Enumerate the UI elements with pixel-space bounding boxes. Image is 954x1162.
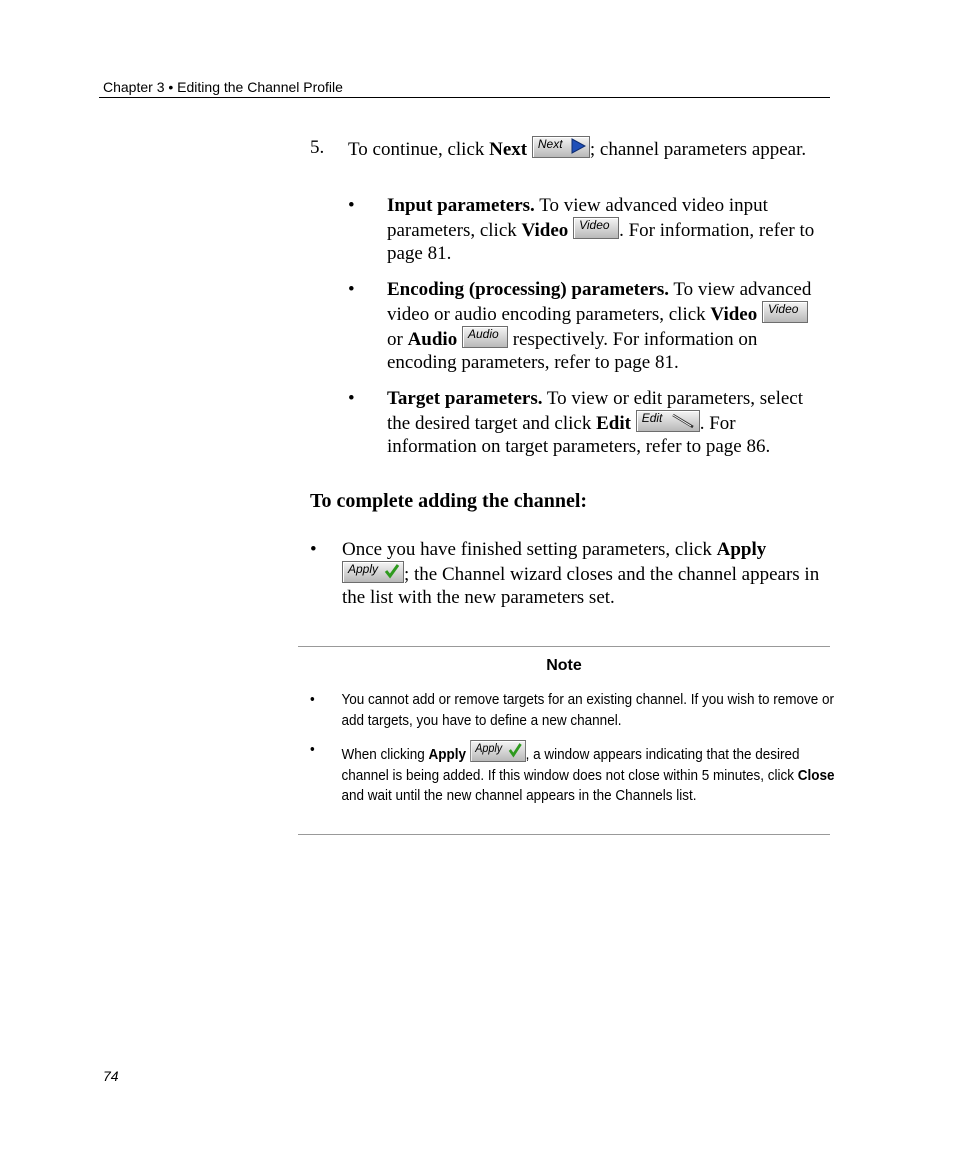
bullet-bold-term: Audio [407,329,458,350]
note-bottom-rule [298,834,830,835]
bullet-target-parameters [348,387,828,458]
step-text-pre: To continue, click [348,139,490,160]
bullet-bold-term: Video [710,304,758,325]
audio-button-label: Audio [467,327,499,341]
next-button[interactable] [532,136,590,158]
bullet-glyph: • [348,388,355,409]
running-header [103,79,343,95]
bullet-encoding-parameters [348,278,828,374]
bullet-text: . For information, refer to page 81. [387,220,815,264]
next-label: Next [489,139,528,160]
header-chapter: Chapter 3 [103,79,165,95]
video-button[interactable] [762,301,808,323]
video-button-label: Video [767,302,799,316]
bullet-glyph: • [310,691,315,708]
bullet-text: . For information on target parameters, refer to page 86. [387,413,771,457]
bullet-title: Input parameters. [387,195,535,216]
bullet-text: To view advanced video input parameters, click [387,195,768,241]
header-rule [99,97,830,98]
checkmark-icon [508,742,522,758]
note-text: When clicking [341,746,429,763]
bullet-text: ; the Channel wizard closes and the channel appears in the list with the new parameters set. [342,564,820,608]
section-subheading: To complete adding the channel: [310,490,588,512]
note-top-rule [298,646,830,647]
note-bold-term: Apply [428,746,467,763]
note-title: Note [546,657,582,674]
note-bold-term: Close [797,766,835,784]
note-list [310,690,835,816]
bullet-text: To view or edit parameters, select the desired target and click [387,388,804,434]
note-text: and wait until the new channel appears in the Channels list. [341,787,697,804]
video-button-label: Video [579,218,610,232]
bullet-bold-term: Video [521,220,569,241]
bullet-text: To view advanced video or audio encoding parameters, click [387,279,812,325]
apply-button[interactable] [342,561,404,583]
note-item [310,740,850,807]
edit-button[interactable] [636,410,700,432]
header-separator: • [168,79,174,95]
complete-bullets [310,538,830,609]
bullet-input-parameters [348,194,828,265]
video-button[interactable] [573,217,619,239]
bullet-glyph: • [348,279,355,300]
apply-button-label: Apply [475,741,503,755]
bullet-glyph: • [310,741,315,758]
bullet-apply [310,538,830,609]
checkmark-icon [384,563,400,579]
header-section: Editing the Channel Profile [177,79,343,95]
play-arrow-icon [570,138,586,154]
apply-button[interactable] [470,740,526,762]
bullet-bold-term: Apply [716,539,767,560]
note-item [310,690,850,731]
step-number: 5. [310,137,325,158]
step-5 [310,136,830,161]
bullet-glyph: • [310,539,317,560]
bullet-text: respectively. For information on encoding parameters, refer to page 81. [387,329,758,373]
bullet-title: Target parameters. [387,388,543,409]
edit-button-label: Edit [641,411,663,425]
audio-button[interactable] [462,326,508,348]
bullet-bold-term: Edit [596,413,631,434]
note-text: , a window appears indicating that the desired channel is being added. If this window does not close within 5 minutes, click [341,746,800,784]
page-number: 74 [103,1068,119,1084]
note-text: You cannot add or remove targets for an existing channel. If you wish to remove or add targets, you have to define a new channel. [341,691,835,729]
bullet-text: Once you have finished setting parameters, click [342,539,717,560]
bullet-glyph: • [348,195,355,216]
bullet-text: or [387,329,408,350]
next-button-label: Next [537,137,563,151]
pen-icon [670,412,696,430]
apply-button-label: Apply [348,562,379,576]
bullet-title: Encoding (processing) parameters. [387,279,669,300]
parameter-bullets [348,194,828,471]
step-text [348,136,830,161]
step-text-post: ; channel parameters appear. [589,139,807,160]
